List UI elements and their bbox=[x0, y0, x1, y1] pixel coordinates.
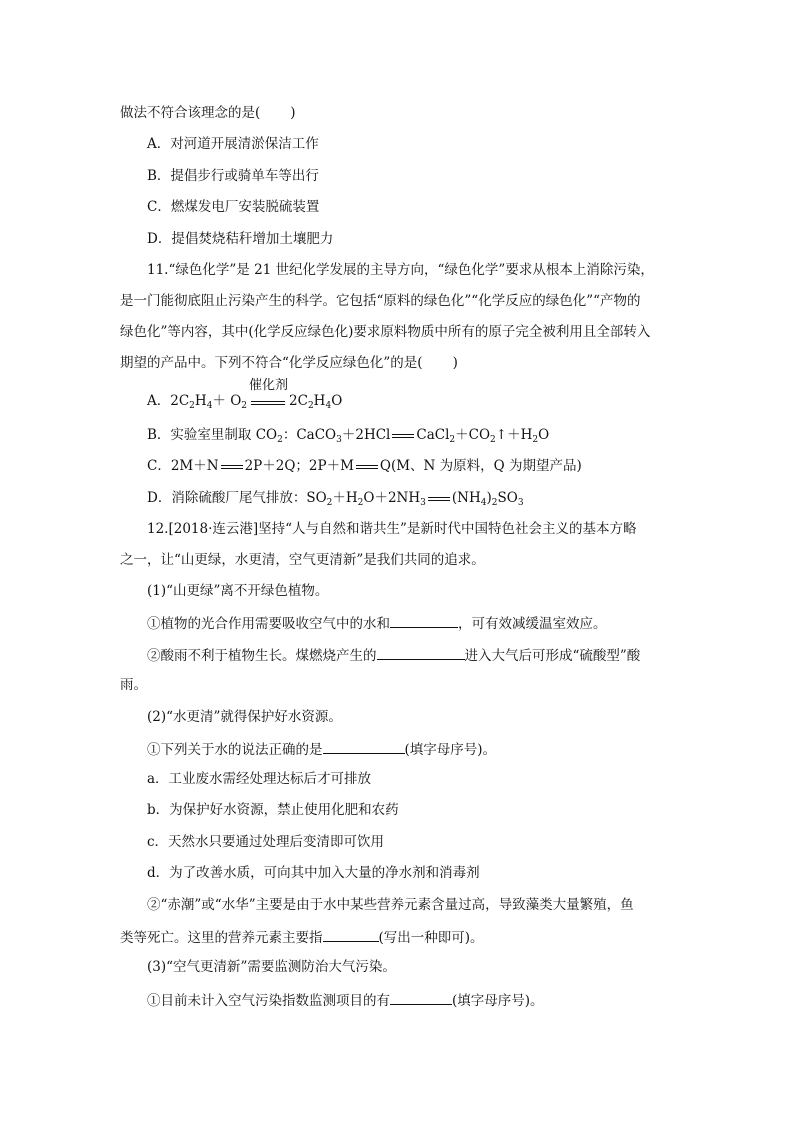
q12-part1-a: ①植物的光合作用需要吸收空气中的水和 ，可有效减缓温室效应。 bbox=[147, 613, 607, 633]
equals-sign bbox=[356, 465, 378, 469]
q12-part1-b-wrap: 雨。 bbox=[120, 677, 147, 693]
q11-option-a: A．$2C_2H_4+ O_2$ 催化剂 $2C_2H_4O$ bbox=[147, 378, 343, 411]
q12-part2-b-line1: ②“赤潮”或“水华”主要是由于水中某些营养元素含量过高，导致藻类大量繁殖，鱼 bbox=[147, 897, 634, 913]
q12-part2: (2)“水更清”就得保护好水资源。 bbox=[147, 709, 342, 725]
q10-option-b: B．提倡步行或骑单车等出行 bbox=[147, 168, 319, 184]
answer-blank[interactable] bbox=[323, 927, 379, 942]
q12-part2-option-d: d．为了改善水质，可向其中加入大量的净水剂和消毒剂 bbox=[147, 865, 480, 881]
q10-option-d: D．提倡焚烧秸秆增加土壤肥力 bbox=[147, 231, 334, 247]
q12-part2-option-b: b．为保护好水资源，禁止使用化肥和农药 bbox=[147, 802, 399, 818]
q10-stem: 做法不符合该理念的是( ) bbox=[120, 105, 296, 121]
catalyst-label: 催化剂 bbox=[249, 378, 289, 393]
q12-stem-line1: 12.[2018·连云港]坚持“人与自然和谐共生”是新时代中国特色社会主义的基本方略 bbox=[147, 521, 637, 537]
q12-part2-option-c: c．天然水只要通过处理后变清即可饮用 bbox=[147, 834, 385, 850]
q11-stem-line2: 是一门能彻底阻止污染产生的科学。它包括“原料的绿色化”“化学反应的绿色化”“产物的 bbox=[120, 293, 641, 309]
answer-blank[interactable] bbox=[323, 739, 405, 754]
q10-option-a: A．对河道开展清淤保洁工作 bbox=[147, 136, 319, 152]
q12-part3: (3)“空气更清新”需要监测防治大气污染。 bbox=[147, 959, 396, 975]
answer-blank[interactable] bbox=[377, 645, 465, 660]
q12-part1-b: ②酸雨不利于植物生长。煤燃烧产生的 进入大气后可形成“硫酸型”酸 bbox=[147, 645, 640, 665]
q12-stem-line2: 之一，让“山更绿，水更清，空气更清新”是我们共同的追求。 bbox=[120, 552, 485, 568]
q12-part1: (1)“山更绿”离不开绿色植物。 bbox=[147, 583, 329, 599]
equals-sign bbox=[428, 497, 450, 501]
q11-stem-line4: 期望的产品中。下列不符合“化学反应绿色化”的是( ) bbox=[120, 355, 458, 371]
equals-sign bbox=[392, 434, 414, 438]
q12-part2-a: ①下列关于水的说法正确的是 (填字母序号)。 bbox=[147, 739, 496, 759]
q10-option-c: C．燃煤发电厂安装脱硫装置 bbox=[147, 199, 320, 215]
q11-option-b: B．实验室里制取 $CO_2$：CaCO$_3$＋2HCl $CaCl_2+CO_2↑+H_2O$ bbox=[147, 427, 550, 445]
equals-sign bbox=[221, 465, 243, 469]
q11-option-d: D．消除硫酸厂尾气排放：$SO_2+H_2O+2NH_3$ $(NH_4)_2SO_3$ bbox=[147, 490, 524, 508]
answer-blank[interactable] bbox=[390, 613, 458, 628]
q11-stem-line1: 11.“绿色化学”是 21 世纪化学发展的主导方向，“绿色化学”要求从根本上消除污染， bbox=[147, 262, 654, 278]
q12-part3-a: ①目前未计入空气污染指数监测项目的有 (填字母序号)。 bbox=[147, 990, 544, 1010]
catalyst-arrow bbox=[249, 378, 289, 405]
q12-part2-b-line2: 类等死亡。这里的营养元素主要指 (写出一种即可)。 bbox=[120, 927, 484, 947]
answer-blank[interactable] bbox=[390, 990, 452, 1005]
q11-stem-line3: 绿色化”等内容，其中(化学反应绿色化)要求原料物质中所有的原子完全被利用且全部转入 bbox=[120, 324, 651, 340]
q11-option-c: C．2M＋N 2P＋2Q；2P＋M Q(M、N 为原料，Q 为期望产品) bbox=[147, 458, 582, 474]
q12-part2-option-a: a．工业废水需经处理达标后才可排放 bbox=[147, 771, 372, 787]
